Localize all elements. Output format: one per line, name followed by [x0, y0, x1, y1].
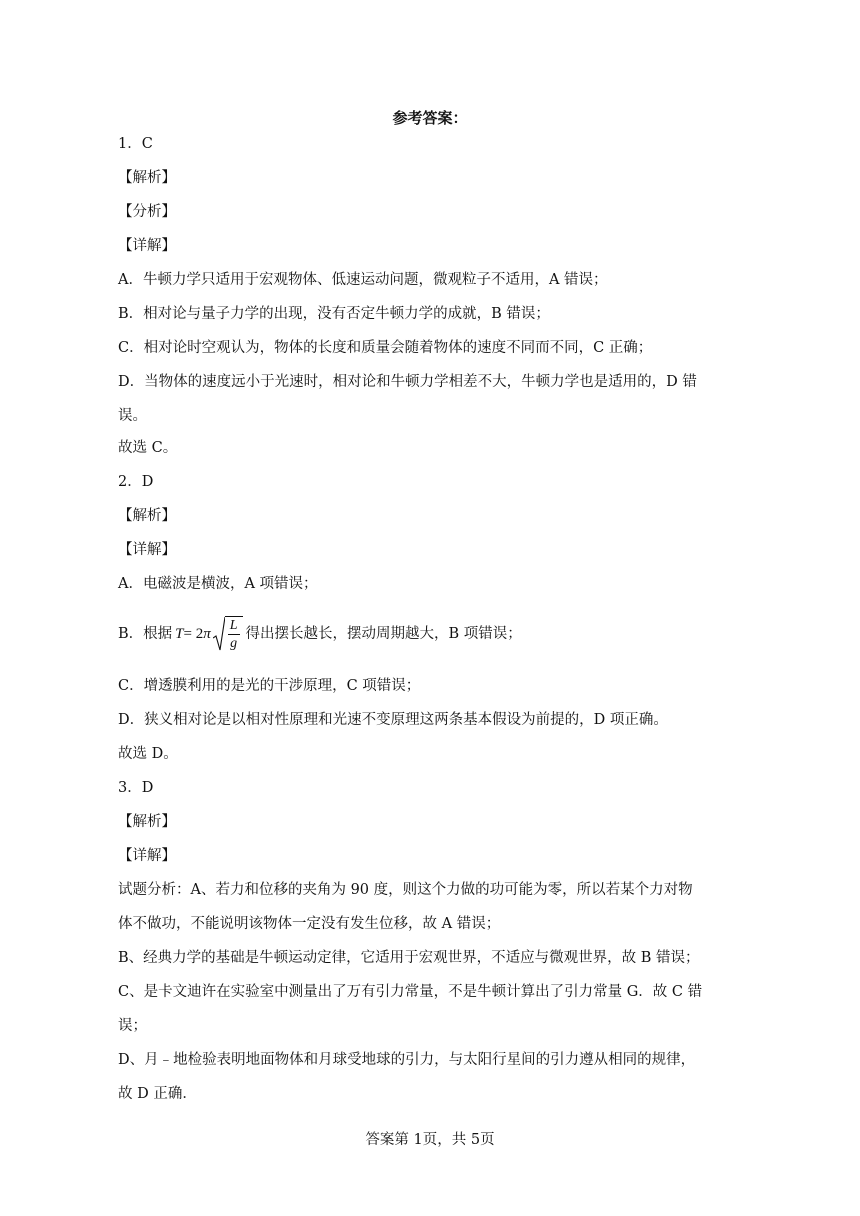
- explanation-line: 试题分析：A、若力和位移的夹角为 90 度，则这个力做的功可能为零，所以若某个力对物: [118, 882, 693, 898]
- explanation-line: D、月﹣地检验表明地面物体和月球受地球的引力，与太阳行星间的引力遵从相同的规律，: [118, 1052, 696, 1068]
- answer-number: 1．C: [118, 136, 153, 152]
- fraction: [225, 616, 243, 652]
- radical-sign-icon: [213, 616, 225, 652]
- explanation-line: B、经典力学的基础是牛顿运动定律，它适用于宏观世界，不适应与微观世界，故 B 错误；: [118, 950, 700, 966]
- explanation-line: 误。: [118, 408, 147, 424]
- explanation-line: C．相对论时空观认为，物体的长度和质量会随着物体的速度不同而不同，C 正确；: [118, 340, 653, 356]
- section-label: 【详解】: [118, 848, 176, 864]
- page-footer: 答案第 1页，共 5页: [365, 1132, 495, 1148]
- answer-number: 2．D: [118, 474, 154, 490]
- sqrt-symbol: [213, 616, 243, 652]
- formula-pi: π: [203, 626, 211, 642]
- explanation-line: 误；: [118, 1018, 147, 1034]
- period-formula: [175, 614, 242, 654]
- explanation-line: 故 D 正确．: [118, 1086, 197, 1102]
- section-label: 【解析】: [118, 170, 176, 186]
- formula-equals: = 2: [183, 626, 204, 642]
- page-title: 参考答案：: [392, 109, 468, 127]
- explanation-line: C、是卡文迪许在实验室中测量出了万有引力常量，不是牛顿计算出了引力常量 G．故 C 错: [118, 984, 703, 1000]
- fraction-numerator: L: [229, 618, 238, 633]
- section-label: 【解析】: [118, 814, 176, 830]
- section-label: 【详解】: [118, 238, 176, 254]
- explanation-line: A．牛顿力学只适用于宏观物体、低速运动问题，微观粒子不适用，A 错误；: [118, 272, 608, 288]
- explanation-line: D．当物体的速度远小于光速时，相对论和牛顿力学相差不大，牛顿力学也是适用的，D 错: [118, 374, 697, 390]
- explanation-line: A．电磁波是横波，A 项错误；: [118, 576, 318, 592]
- section-label: 【分析】: [118, 204, 176, 220]
- explanation-line: B．相对论与量子力学的出现，没有否定牛顿力学的成就，B 错误；: [118, 306, 550, 322]
- section-label: 【解析】: [118, 508, 176, 524]
- explanation-line: D．狭义相对论是以相对性原理和光速不变原理这两条基本假设为前提的，D 项正确。: [118, 712, 668, 728]
- section-label: 【详解】: [118, 542, 176, 558]
- formula-symbol-t: T: [175, 626, 184, 642]
- conclusion-line: 故选 C。: [118, 440, 178, 456]
- fraction-denominator: g: [230, 636, 238, 651]
- conclusion-line: 故选 D。: [118, 746, 178, 762]
- answer-number: 3．D: [118, 780, 154, 796]
- explanation-line: 体不做功，不能说明该物体一定没有发生位移，故 A 错误；: [118, 916, 501, 932]
- formula-line-prefix: B．根据: [118, 626, 173, 642]
- formula-line: [118, 614, 522, 654]
- formula-line-suffix: 得出摆长越长，摆动周期越大，B 项错误；: [245, 626, 522, 642]
- explanation-line: C．增透膜利用的是光的干涉原理，C 项错误；: [118, 678, 421, 694]
